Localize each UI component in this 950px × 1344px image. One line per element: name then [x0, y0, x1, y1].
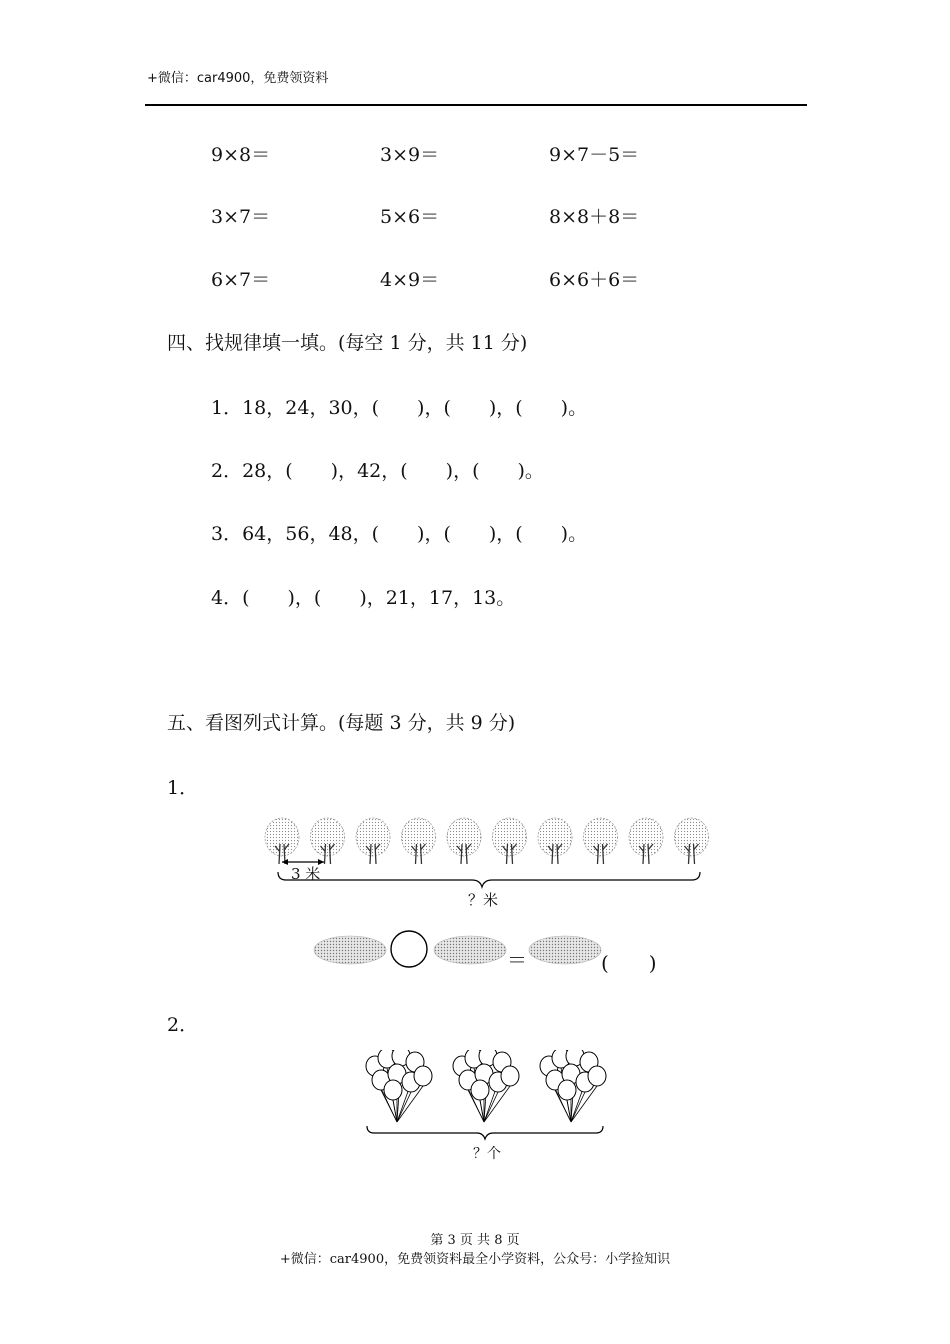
tree-icon: [629, 818, 663, 864]
footer-note: +微信：car4900，免费领资料最全小学资料，公众号：小学捡知识: [279, 1252, 671, 1267]
tree-icon: [265, 818, 299, 864]
balloons-figure: [355, 1050, 615, 1145]
section-title: 四、找规律填一填。(每空 1 分，共 11 分): [167, 332, 528, 354]
section-title: 五、看图列式计算。(每题 3 分，共 9 分): [167, 712, 516, 734]
equation: 3×9＝: [380, 144, 440, 166]
tree-icon: [402, 818, 436, 864]
total-label: ？米: [468, 891, 499, 909]
blank-oval: [529, 936, 601, 964]
tree-icon: [493, 818, 527, 864]
tree-icon: [356, 818, 390, 864]
total-label: ？个: [473, 1146, 501, 1162]
spacing-label: 3 米: [291, 865, 321, 883]
header-text: +微信：car4900，免费领资料: [147, 71, 329, 86]
equation: 4×9＝: [380, 269, 440, 291]
equation: 9×8＝: [211, 144, 271, 166]
balloon-bunch-icon: [366, 1050, 432, 1122]
equation: 8×8＋8＝: [549, 206, 640, 228]
pattern-item: 1．18，24，30，( )，( )，( )。: [211, 397, 588, 419]
tree-icon: [538, 818, 572, 864]
equation-blanks: [305, 925, 615, 975]
tree-icon: [675, 818, 709, 864]
question-number: 1．: [167, 777, 199, 799]
blank-oval: [314, 936, 386, 964]
equation: 9×7－5＝: [549, 144, 640, 166]
answer-paren: ( ): [601, 951, 657, 975]
tree-icon: [447, 818, 481, 864]
question-number: 2．: [167, 1014, 199, 1036]
equation: 5×6＝: [380, 206, 440, 228]
header-rule: [145, 104, 807, 106]
brace: [278, 872, 700, 887]
equals-sign: ＝: [507, 948, 527, 972]
pattern-item: 3．64，56，48，( )，( )，( )。: [211, 523, 588, 545]
balloon-bunch-icon: [540, 1050, 606, 1122]
equation: 6×6＋6＝: [549, 269, 640, 291]
pattern-item: 4．( )，( )，21，17，13。: [211, 587, 516, 609]
equation: 3×7＝: [211, 206, 271, 228]
tree-icon: [584, 818, 618, 864]
operator-circle: [391, 931, 427, 967]
tree-icon: [311, 818, 345, 864]
equation: 6×7＝: [211, 269, 271, 291]
page-number: 第 3 页 共 8 页: [430, 1233, 520, 1248]
blank-oval: [434, 936, 506, 964]
pattern-item: 2．28，( )，42，( )，( )。: [211, 460, 544, 482]
brace: [367, 1126, 603, 1139]
balloon-bunch-icon: [453, 1050, 519, 1122]
